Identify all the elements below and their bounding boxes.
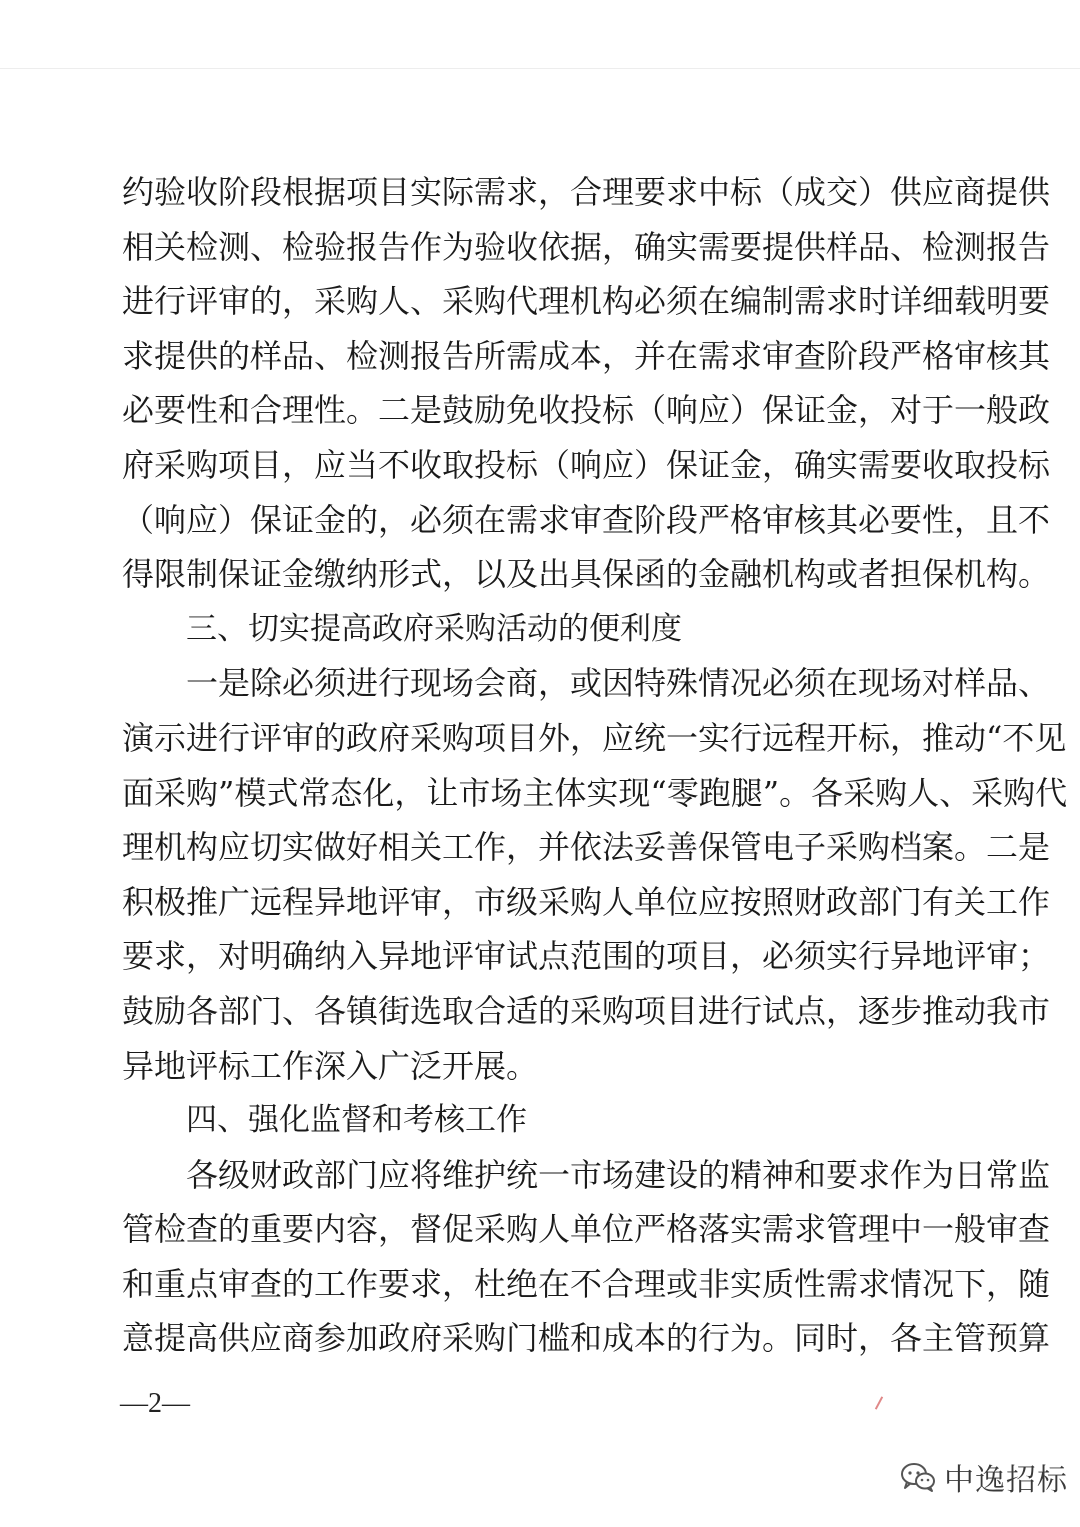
text-line: 鼓励各部门、各镇街选取合适的采购项目进行试点，逐步推动我市 — [122, 991, 1051, 1030]
paragraph-1 — [122, 165, 1051, 602]
text-line: 意提高供应商参加政府采购门槛和成本的行为。同时，各主管预算 — [122, 1319, 1051, 1358]
paragraph-2 — [122, 656, 1068, 1093]
text-line: 相关检测、检验报告作为验收依据，确实需要提供样品、检测报告 — [122, 227, 1051, 266]
text-line: 进行评审的，采购人、采购代理机构必须在编制需求时详细载明要 — [122, 282, 1051, 321]
header-rule — [0, 68, 1080, 69]
document-body — [122, 165, 1068, 1366]
text-line: 各级财政部门应将维护统一市场建设的精神和要求作为日常监 — [186, 1155, 1051, 1194]
text-line: 积极推广远程异地评审，市级采购人单位应按照财政部门有关工作 — [122, 882, 1051, 921]
text-line: 理机构应切实做好相关工作，并依法妥善保管电子采购档案。二是 — [122, 828, 1051, 867]
text-line: （响应）保证金的，必须在需求审查阶段严格审核其必要性，且不 — [122, 500, 1051, 539]
text-line: 管检查的重要内容，督促采购人单位严格落实需求管理中一般审查 — [122, 1210, 1051, 1249]
watermark — [900, 1455, 1068, 1499]
section-heading-4: 四、强化监督和考核工作 — [186, 1102, 527, 1139]
wechat-icon — [900, 1462, 936, 1492]
stray-pen-mark — [875, 1396, 883, 1409]
text-line: 要求，对明确纳入异地评审试点范围的项目，必须实行异地评审； — [122, 937, 1051, 976]
text-line: 和重点审查的工作要求，杜绝在不合理或非实质性需求情况下，随 — [122, 1264, 1051, 1303]
text-line: 必要性和合理性。二是鼓励免收投标（响应）保证金，对于一般政 — [122, 391, 1051, 430]
text-line: 求提供的样品、检测报告所需成本，并在需求审查阶段严格审核其 — [122, 336, 1051, 375]
text-line: 异地评标工作深入广泛开展。 — [122, 1046, 539, 1085]
paragraph-3 — [122, 1148, 1051, 1366]
text-line: 约验收阶段根据项目实际需求，合理要求中标（成交）供应商提供 — [122, 173, 1051, 211]
section-heading-3: 三、切实提高政府采购活动的便利度 — [186, 610, 682, 647]
text-line: 得限制保证金缴纳形式，以及出具保函的金融机构或者担保机构。 — [122, 555, 1051, 594]
text-line: 演示进行评审的政府采购项目外，应统一实行远程开标，推动“不见 — [122, 718, 1067, 757]
page-number: —2— — [120, 1388, 190, 1419]
text-line: 府采购项目，应当不收取投标（响应）保证金，确实需要收取投标 — [122, 445, 1051, 484]
text-line: 面采购”模式常态化，让市场主体实现“零跑腿”。各采购人、采购代 — [122, 773, 1068, 812]
watermark-text: 中逸招标 — [944, 1463, 1068, 1498]
text-line: 一是除必须进行现场会商，或因特殊情况必须在现场对样品、 — [186, 664, 1051, 703]
